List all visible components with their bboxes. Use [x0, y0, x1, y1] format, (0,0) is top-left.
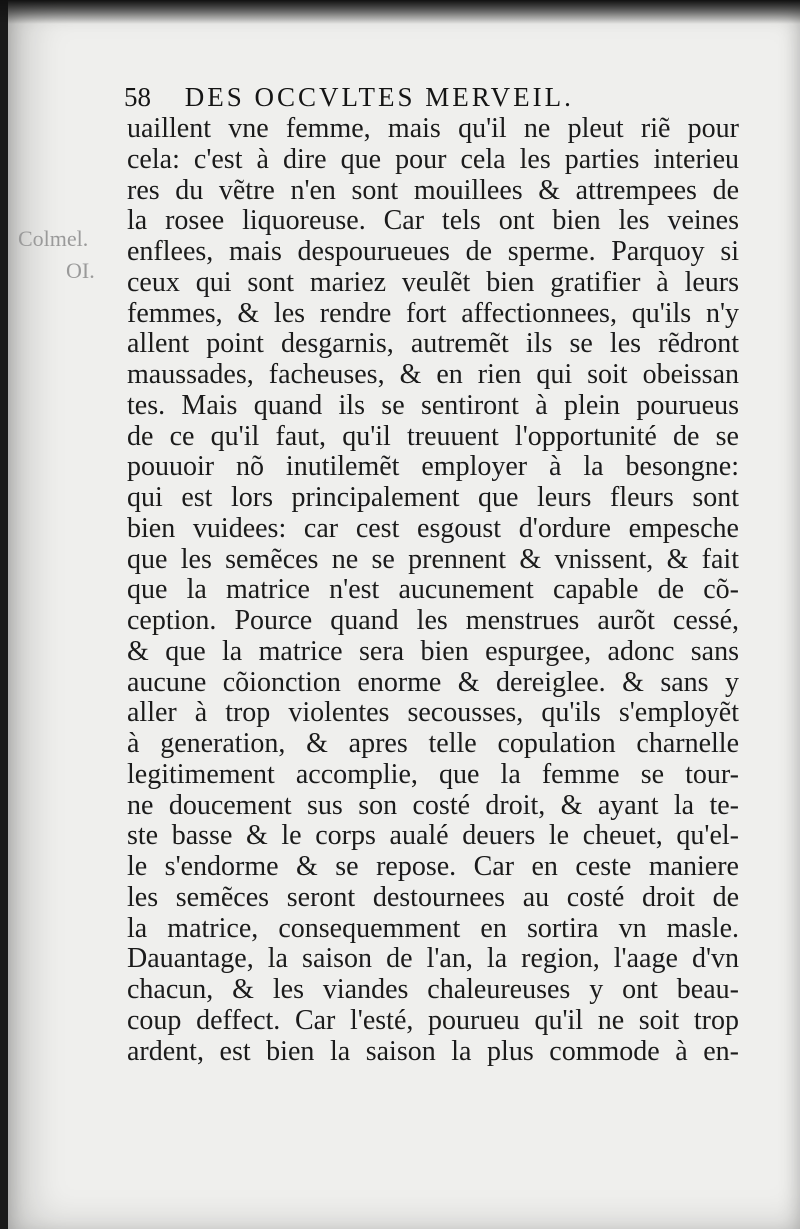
text-line: la rosee liquoreuse. Car tels ont bien les veines: [127, 205, 739, 237]
margin-note: Colmel.: [18, 226, 89, 251]
page-number: 58: [124, 82, 151, 112]
text-line: la matrice, consequemment en sortira vn masle.: [127, 912, 739, 944]
text-line: ste basse & le corps aualé deuers le cheuet, qu'el-: [127, 820, 739, 852]
text-line: aller à trop violentes secousses, qu'ils s'employẽt: [127, 697, 739, 729]
text-line: aucune cõionction enorme & dereiglee. & sans y: [127, 666, 739, 698]
running-title: DES OCCVLTES MERVEIL.: [184, 82, 574, 112]
text-line: bien vuidees: car cest esgoust d'ordure empesche: [127, 512, 739, 544]
text-line: coup deffect. Car l'esté, pourueu qu'il ne soit trop: [127, 1004, 739, 1036]
text-line: maussades, facheuses, & en rien qui soit obeissan: [127, 359, 739, 390]
text-line: femmes, & les rendre fort affectionnees, qu'ils n'y: [127, 297, 739, 329]
text-line: que la matrice n'est aucunement capable de cõ-: [127, 574, 739, 606]
page-top-edge: [0, 0, 800, 24]
text-line: Dauantage, la saison de l'an, la region, l'aage d'vn: [127, 943, 739, 975]
text-line: ne doucement sus son costé droit, & ayant la te-: [127, 789, 739, 821]
text-line: uaillent vne femme, mais qu'il ne pleut riẽ pour: [127, 113, 739, 144]
text-line: tes. Mais quand ils se sentiront à plein pourueus: [127, 389, 739, 421]
margin-note: OI.: [66, 258, 95, 283]
text-line: de ce qu'il faut, qu'il treuuent l'opportunité de se: [127, 420, 739, 452]
text-line: les semẽces seront destournees au costé droit de: [127, 881, 739, 913]
text-line: & que la matrice sera bien espurgee, adonc sans: [127, 635, 739, 667]
text-line: ardent, est bien la saison la plus commode à en-: [127, 1035, 739, 1067]
text-line: le s'endorme & se repose. Car en ceste maniere: [127, 851, 739, 882]
text-line: legitimement accomplie, que la femme se tour-: [127, 758, 739, 790]
text-line: cela: c'est à dire que pour cela les parties interieu: [127, 143, 739, 175]
text-body: [127, 114, 747, 1067]
text-line: allent point desgarnis, autremẽt ils se les rẽdront: [127, 328, 739, 360]
text-line: que les semẽces ne se prennent & vnissent, & fait: [127, 543, 739, 575]
text-line: pouuoir nõ inutilemẽt employer à la besongne:: [127, 451, 739, 483]
text-line: qui est lors principalement que leurs fleurs sont: [127, 482, 739, 513]
text-line: enflees, mais despourueues de sperme. Parquoy si: [127, 236, 739, 267]
text-line: ceux qui sont mariez veulẽt bien gratifier à leurs: [127, 266, 739, 298]
text-line: chacun, & les viandes chaleureuses y ont beau-: [127, 974, 739, 1005]
text-line: ception. Pource quand les menstrues aurõt cessé,: [127, 605, 739, 636]
text-line: à generation, & apres telle copulation charnelle: [127, 728, 739, 759]
text-line: res du vẽtre n'en sont mouillees & attrempees de: [127, 174, 739, 206]
